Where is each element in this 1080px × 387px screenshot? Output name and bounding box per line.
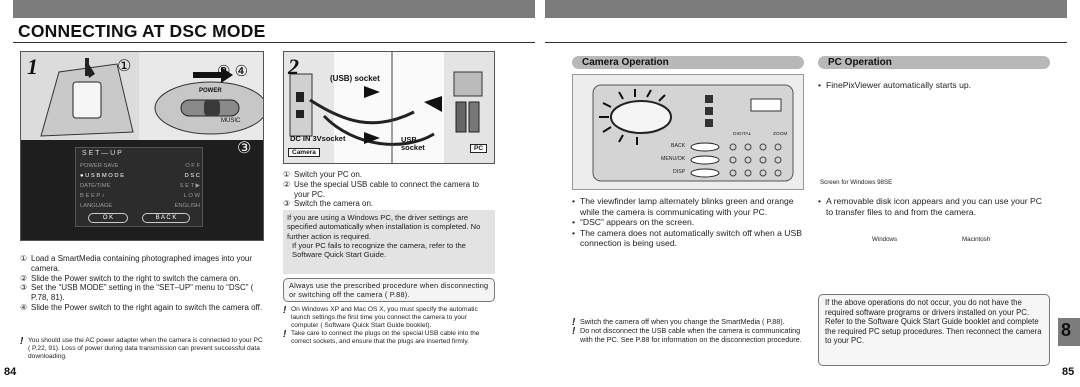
setup-row-selected: ● U S B M O D E D S C <box>80 173 200 179</box>
warning-icon: ! <box>283 329 287 341</box>
zoom-label: ZOOM <box>773 132 788 137</box>
circle-2-4-label: ② ④ <box>217 63 249 80</box>
setup-row: LANGUAGE ENGLISH <box>80 203 200 209</box>
setup-row: B E E P ♪ L O W <box>80 193 200 199</box>
ac-adapter-note: ! You should use the AC power adapter when the camera is connected to your PC ( P.22, 91). Loss of power during data transmission can prevent successful data downloading. <box>20 336 263 361</box>
chapter-number: 8 <box>1061 320 1072 340</box>
step-item: ④ Slide the Power switch to the right again to switch the camera off. <box>20 303 263 313</box>
procedure-box: Always use the prescribed procedure when disconnecting or switching off the camera ( P.88). <box>283 278 495 302</box>
setup-row: POWER SAVE O F F <box>80 163 200 169</box>
back-label: BACK <box>671 143 686 149</box>
setup-ok-button: O K <box>88 213 128 223</box>
menu-ok-label: MENU/OK <box>661 156 686 162</box>
usb-socket-pc-label: USB socket <box>401 135 425 152</box>
step-item: ① Switch your PC on. <box>283 170 363 179</box>
circle-1-label: ① <box>117 58 132 75</box>
warning-icon: ! <box>572 317 576 328</box>
bullet-item: • “DSC” appears on the screen. <box>572 217 695 228</box>
step-2-numeral: 2 <box>288 54 299 79</box>
title-rule <box>13 42 535 43</box>
pc-op-bullet-1: • FinePixViewer automatically starts up. <box>818 80 972 90</box>
bullet-item: • The viewfinder lamp alternately blinks green and orange while the camera is communicating with your PC. <box>572 196 794 217</box>
steps-list-1 <box>20 254 266 313</box>
bullet-item: • The camera does not automatically switch off when a USB connection is being used. <box>572 227 802 249</box>
warning-icon: ! <box>20 336 24 347</box>
note-item: ! Switch the camera off when you change the SmartMedia ( P.88). <box>572 317 785 328</box>
page-number-right: 85 <box>1062 366 1075 378</box>
windows-label: Windows <box>872 236 898 243</box>
warning-icon: ! <box>572 325 576 337</box>
step-item: ③ Set the “USB MODE” setting in the “SET–UP” menu to “DSC” ( P.78, 81). <box>20 283 254 303</box>
music-label: MUSIC <box>221 118 241 124</box>
steps-list-2 <box>283 170 495 209</box>
camera-panel-figure <box>572 74 804 190</box>
step-item: ① Load a SmartMedia containing photographed images into your camera. <box>20 254 253 273</box>
page-number-left: 84 <box>4 366 17 378</box>
right-title-rule <box>545 42 1067 43</box>
pc-operation-heading: PC Operation <box>818 56 1050 69</box>
dc-in-label: DC IN 3Vsocket <box>290 134 346 143</box>
camera-op-bullets <box>572 196 804 249</box>
note-item: ! On Windows XP and Mac OS X, you must specify the automatic launch settings the first time you connect the camera to your computer ( Software Quick Start Guide booklet). <box>283 305 478 330</box>
driver-info-box: If you are using a Windows PC, the driver settings are specified automatically when installation is completed. No further action is required. If your PC fails to recognize the camera, refer to the Software Quick Start Guide. <box>283 210 495 274</box>
step-item: ③ Switch the camera on. <box>283 199 374 209</box>
screen-caption: Screen for Windows 98SE <box>820 179 893 186</box>
pc-warning-box: If the above operations do not occur, you do not have the required software programs or drivers installed on your PC. Refer to the Software Quick Start Guide booklet and complete the required PC setup procedures. Then reconnect the camera to your PC. <box>818 294 1050 366</box>
camera-operation-heading: Camera Operation <box>572 56 804 69</box>
step-item: ② Slide the Power switch to the right to switch the camera on. <box>20 273 241 283</box>
pc-tag: PC <box>470 144 487 153</box>
setup-row: DATE/TIME S E T ▶ <box>80 183 200 189</box>
page-title: CONNECTING AT DSC MODE <box>18 21 266 41</box>
usb-notes <box>283 306 495 346</box>
pc-op-bullet-2: • A removable disk icon appears and you can use your PC to transfer files to and from the camera. <box>818 196 1042 217</box>
setup-back-button: B A C K <box>142 213 190 223</box>
macintosh-label: Macintosh <box>962 236 991 243</box>
right-header-bar <box>545 0 1067 18</box>
camera-op-notes <box>572 318 804 344</box>
step-item: ② Use the special USB cable to connect the camera to your PC. <box>283 179 479 199</box>
camera-back-panel <box>573 75 804 190</box>
disp-label: DISP <box>673 169 686 175</box>
step-1-numeral: 1 <box>27 54 38 79</box>
left-header-bar <box>13 0 535 18</box>
camera-tag: Camera <box>288 148 320 157</box>
figure-step-1 <box>20 51 264 241</box>
circle-3-label: ③ <box>237 140 252 157</box>
setup-menu-header: S E T — U P <box>82 150 122 157</box>
note-item: ! Do not disconnect the USB cable when the camera is communicating with the PC. See P.88 for information on the disconnection procedure. <box>572 325 802 344</box>
digital-label: DIGITAL <box>733 132 752 137</box>
setup-menu <box>75 147 203 227</box>
warning-icon: ! <box>283 305 287 316</box>
figure-step-2 <box>283 51 495 164</box>
note-item: ! Take care to connect the plugs on the special USB cable into the correct sockets, and ensure that the plugs are inserted firmly. <box>283 329 480 346</box>
power-label: POWER <box>199 88 222 94</box>
usb-socket-label: (USB) socket <box>330 74 380 83</box>
setup-menu-rows <box>80 161 200 211</box>
